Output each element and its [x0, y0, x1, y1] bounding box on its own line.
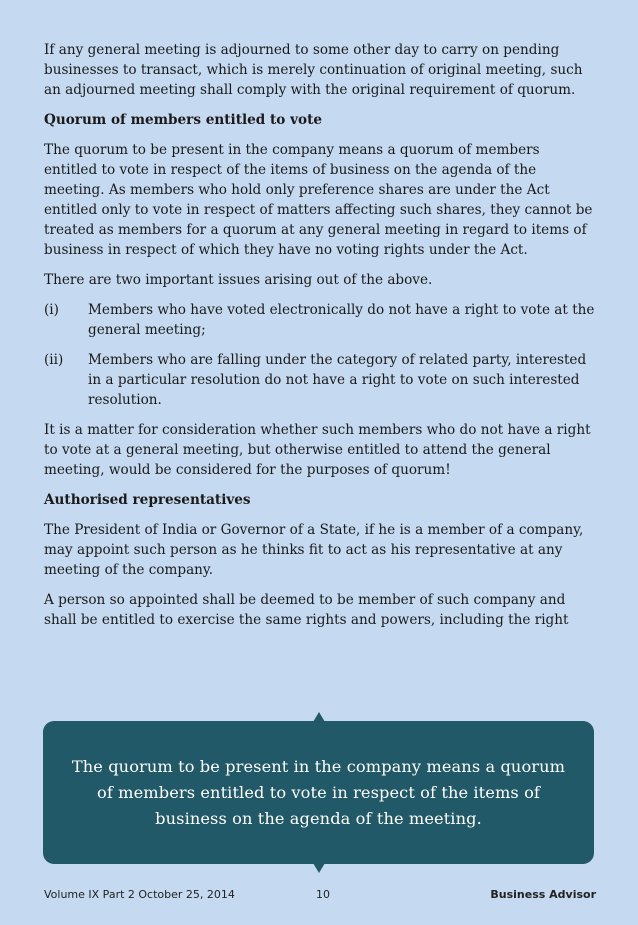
list-item	[44, 300, 596, 340]
paragraph-person-appointed: A person so appointed shall be deemed to be member of such company and shall be entitled to exercise the same rights and powers, including the right	[44, 592, 569, 628]
pull-quote-text: The quorum to be present in the company means a quorum of members entitled to vote in respect of the items of business on the agenda of the meeting.	[71, 756, 566, 828]
paragraph-consideration: It is a matter for consideration whether such members who do not have a right to vote at a general meeting, but otherwise entitled to attend the general meeting, would be considered for the purposes of quorum!	[44, 422, 591, 478]
pull-quote-box	[43, 721, 594, 864]
paragraph-adjourned-meeting: If any general meeting is adjourned to some other day to carry on pending businesses to transact, which is merely continuation of original meeting, such an adjourned meeting shall comply with the original requirement of quorum.	[44, 42, 583, 98]
list-item-number: (ii)	[44, 352, 64, 368]
section-heading-quorum: Quorum of members entitled to vote	[44, 112, 322, 128]
list-item-text: Members who have voted electronically do not have a right to vote at the general meeting;	[88, 302, 595, 338]
paragraph-two-issues: There are two important issues arising out of the above.	[44, 272, 433, 288]
paragraph-quorum-definition: The quorum to be present in the company means a quorum of members entitled to vote in respect of the items of business on the agenda of the meeting. As members who hold only preference shares are under the Act entitled only to vote in respect of matters affecting such shares, they cannot be treated as members for a quorum at any general meeting in regard to items of business in respect of which they have no voting rights under the Act.	[44, 142, 593, 258]
list-item-text: Members who are falling under the category of related party, interested in a particular resolution do not have a right to vote on such interested resolution.	[88, 352, 587, 408]
list-item	[44, 350, 596, 410]
footer-page-number: 10	[316, 888, 330, 901]
page-content	[44, 40, 596, 640]
paragraph-president-governor: The President of India or Governor of a State, if he is a member of a company, may appoint such person as he thinks fit to act as his representative at any meeting of the company.	[44, 522, 584, 578]
section-heading-representatives: Authorised representatives	[44, 492, 251, 508]
footer-issue: Volume IX Part 2 October 25, 2014	[44, 888, 235, 901]
footer-publication: Business Advisor	[490, 888, 596, 901]
list-item-number: (i)	[44, 302, 59, 318]
